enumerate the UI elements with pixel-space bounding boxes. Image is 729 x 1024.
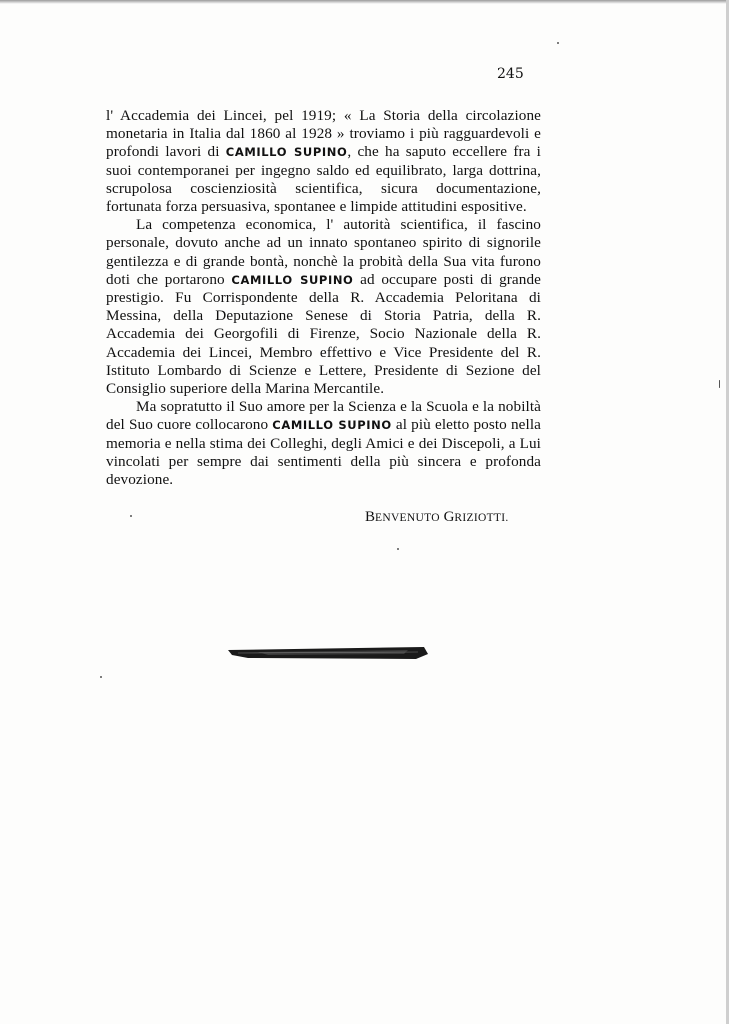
tapered-rule-ornament-icon [228, 644, 428, 667]
author-signature [365, 509, 509, 526]
page-number: 245 [497, 66, 524, 82]
scan-speck [130, 515, 132, 517]
scan-speck [719, 380, 720, 388]
paragraph-1-segment: l' Accademia dei Lincei, pel 1919; « La Storia della circolazione monetaria in Italia dal 1860 al 1928 » troviamo i più ragguardevoli e profondi lavori di [106, 107, 541, 161]
person-name: CAMILLO SUPINO [225, 145, 348, 160]
paragraph-2-segment: La competenza economica, l' autorità scientifica, il fascino personale, dovuto anche ad un innato spontaneo spirito di signorile gentilezza e di grande bontà, nonchè la probità della Sua vita furono doti che portarono [106, 216, 541, 288]
paragraph-1 [106, 107, 541, 216]
signature-last-initial: G [443, 509, 455, 525]
scan-speck [100, 676, 102, 678]
signature-first-rest: ENVENUTO [375, 512, 440, 524]
signature-last-rest: RIZIOTTI. [454, 512, 509, 524]
paragraph-3-segment: Ma sopratutto il Suo amore per la Scienza e la Scuola e la nobiltà del Suo cuore collocarono [106, 398, 541, 434]
paragraph-1-segment: , che ha saputo eccellere fra i suoi contemporanei per ingegno saldo ed equilibrato, larga dottrina, scrupolosa coscienziosità scientifica, sicura documentazione, fortunata forza persuasiva, spontanee e limpide attitudini espositive. [106, 143, 542, 216]
scan-speck [397, 548, 399, 550]
paragraph-3 [106, 398, 541, 489]
signature-first-initial: B [365, 509, 376, 525]
scan-speck [557, 42, 559, 44]
body-text [106, 107, 541, 489]
paragraph-3-segment: al più eletto posto nella memoria e nella stima dei Colleghi, degli Amici e dei Discepoli, a Lui vincolati per sempre dai sentimenti della più sincera e profonda devozione. [106, 416, 541, 489]
paragraph-2-segment: ad occupare posti di grande prestigio. Fu Corrispondente della R. Accademia Peloritana di Messina, della Deputazione Senese di Storia Patria, della R. Accademia dei Georgofili di Firenze, Socio Nazionale della R. Accademia dei Lincei, Membro effettivo e Vice Presidente del R. Istituto Lombardo di Scienze e Lettere, Presidente di Sezione del Consiglio superiore della Marina Mercantile. [106, 270, 541, 398]
paragraph-2 [106, 216, 541, 398]
person-name: CAMILLO SUPINO [272, 418, 392, 433]
person-name: CAMILLO SUPINO [231, 272, 354, 287]
scan-top-edge [0, 0, 729, 4]
